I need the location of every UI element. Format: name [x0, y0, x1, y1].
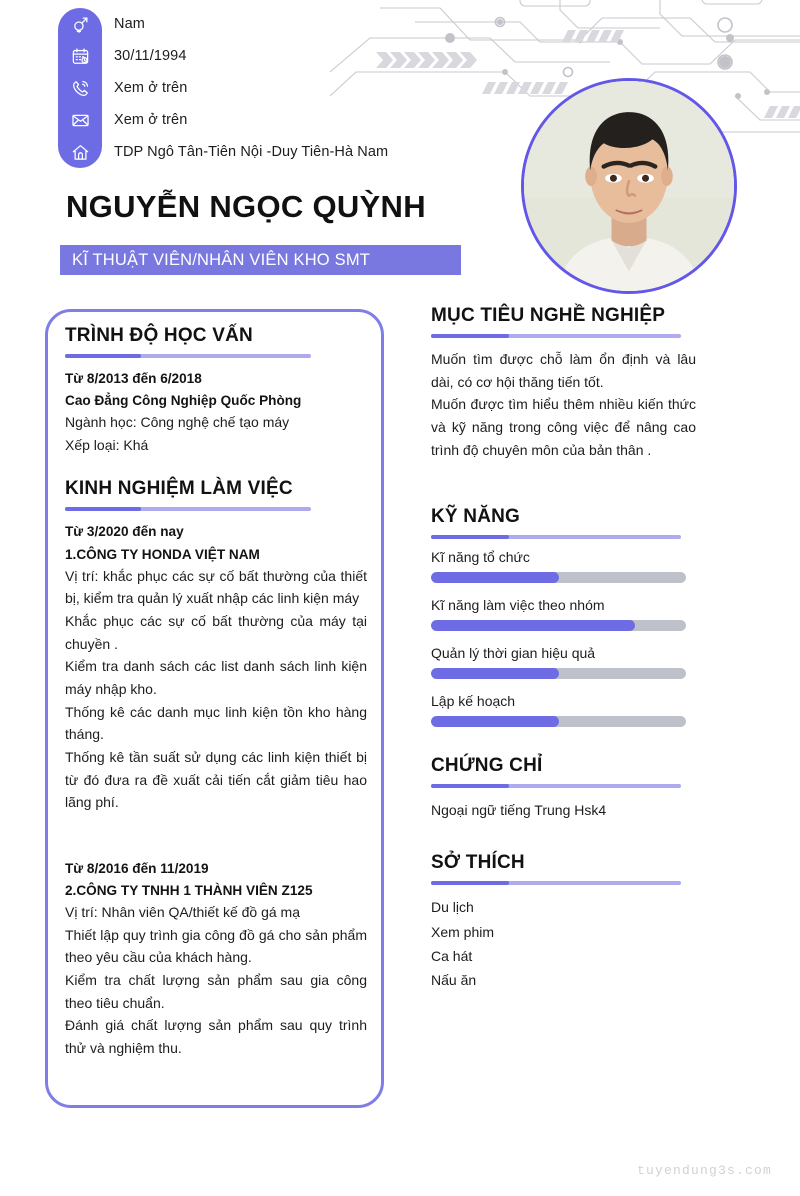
skill-progress-fill [431, 572, 559, 583]
job-position: Vị trí: khắc phục các sự cố bất thường của thiết bị, kiểm tra quản lý xuất nhập các linh kiện máy [65, 567, 367, 607]
hobby-item: Du lịch [431, 899, 474, 916]
site-watermark: tuyendung3s.com [636, 1163, 772, 1178]
skill-progress-track [431, 620, 686, 631]
page-title: NGUYỄN NGỌC QUỲNH [66, 189, 426, 224]
section-title-certificates: CHỨNG CHỈ [431, 755, 543, 777]
section-title-objective: MỤC TIÊU NGHỀ NGHIỆP [431, 305, 666, 326]
skill-progress-track [431, 716, 686, 727]
certificate-item: Ngoại ngữ tiếng Trung Hsk4 [431, 802, 607, 819]
right-column-content [431, 305, 696, 992]
education-period: Từ 8/2013 đến 6/2018 [65, 371, 202, 386]
skill-item [431, 645, 696, 679]
contact-row-gender [58, 8, 658, 40]
avatar [521, 78, 737, 294]
spacer [431, 741, 696, 755]
spacer [431, 539, 696, 549]
section-title-education: TRÌNH ĐỘ HỌC VẤN [65, 325, 253, 346]
home-icon [58, 136, 102, 168]
left-column-content [65, 325, 367, 1060]
skill-progress-track [431, 668, 686, 679]
job-duty: Kiểm tra chất lượng sản phẩm sau gia công theo tiêu chuẩn. [65, 972, 367, 1011]
skill-progress-track [431, 572, 686, 583]
section-rule-objective [431, 334, 681, 338]
spacer [431, 338, 696, 348]
skill-label: Kĩ năng làm việc theo nhóm [431, 597, 605, 614]
spacer [65, 814, 367, 848]
section-education [65, 325, 367, 456]
job-duty: Thống kê các danh mục linh kiện tồn kho hàng tháng. [65, 703, 367, 743]
hobby-item: Nấu ăn [431, 971, 477, 988]
skill-label: Lập kế hoạch [431, 693, 516, 710]
job-duty: Thiết lập quy trình gia công đồ gá cho sản phẩm theo yêu cầu của khách hàng. [65, 926, 367, 966]
spacer [431, 788, 696, 798]
phone-icon [58, 72, 102, 104]
skill-item [431, 693, 696, 727]
job-duty: Khắc phục các sự cố bất thường của máy tại chuyền . [65, 612, 367, 652]
job-company: 1.CÔNG TY HONDA VIỆT NAM [65, 546, 260, 562]
spacer [65, 456, 367, 478]
calendar-icon [58, 40, 102, 72]
section-rule-experience [65, 507, 311, 511]
section-rule-skills [431, 535, 681, 539]
section-title-skills: KỸ NĂNG [431, 506, 521, 528]
job-period: Từ 3/2020 đến nay [65, 524, 184, 540]
section-rule-hobbies [431, 881, 681, 885]
job-title-badge: KĨ THUẬT VIÊN/NHÂN VIÊN KHO SMT [60, 245, 461, 275]
education-grade: Xếp loại: Khá [65, 436, 149, 453]
contact-value-birthdate: 30/11/1994 [114, 48, 187, 64]
experience-job [65, 858, 367, 1060]
section-certificates [431, 755, 696, 822]
section-title-hobbies: SỞ THÍCH [431, 852, 525, 874]
contact-value-email: Xem ở trên [114, 112, 188, 128]
section-skills [431, 506, 696, 727]
skill-progress-fill [431, 668, 559, 679]
skill-progress-fill [431, 716, 559, 727]
job-period: Từ 8/2016 đến 11/2019 [65, 860, 209, 876]
spacer [431, 885, 696, 895]
section-title-experience: KINH NGHIỆM LÀM VIỆC [65, 478, 293, 500]
skill-progress-fill [431, 620, 635, 631]
job-duty: Thống kê tần suất sử dụng các linh kiện thiết bị từ đó đưa ra đề xuất cải tiến cắt giảm tiêu hao lãng phí. [65, 748, 367, 811]
gender-icon [58, 8, 102, 40]
spacer [431, 822, 696, 852]
section-objective [431, 305, 696, 461]
job-duty: Đánh giá chất lượng sản phẩm sau quy trình thử và nghiệm thu. [65, 1017, 367, 1057]
contact-value-address: TDP Ngô Tân-Tiên Nội -Duy Tiên-Hà Nam [114, 144, 389, 160]
education-major: Ngành học: Công nghệ chế tạo máy [65, 414, 290, 431]
job-company: 2.CÔNG TY TNHH 1 THÀNH VIÊN Z125 [65, 883, 313, 899]
objective-paragraph: Muốn tìm được chỗ làm ổn định và lâu dài, có cơ hội thăng tiến tốt. [431, 351, 696, 390]
skill-label: Quản lý thời gian hiệu quả [431, 645, 596, 662]
contact-row-birthdate [58, 40, 658, 72]
contact-value-phone: Xem ở trên [114, 80, 188, 96]
hobby-item: Xem phim [431, 923, 495, 940]
section-hobbies [431, 852, 696, 991]
job-duty: Kiểm tra danh sách các list danh sách linh kiện máy nhập kho. [65, 658, 367, 697]
skill-label: Kĩ năng tổ chức [431, 549, 530, 566]
job-position: Vị trí: Nhân viên QA/thiết kế đồ gá mạ [65, 904, 301, 921]
spacer [431, 461, 696, 506]
email-icon [58, 104, 102, 136]
experience-job [65, 521, 367, 814]
hobby-item: Ca hát [431, 947, 473, 964]
section-experience [65, 478, 367, 1059]
contact-value-gender: Nam [114, 16, 145, 32]
skill-item [431, 597, 696, 631]
section-rule-education [65, 354, 311, 358]
objective-paragraph: Muốn được tìm hiểu thêm nhiều kiến thức và kỹ năng trong công việc để nâng cao trình độ chuyên môn của bản thân . [431, 396, 696, 458]
portrait-photo [524, 81, 734, 291]
section-rule-certificates [431, 784, 681, 788]
skill-item [431, 549, 696, 583]
education-school: Cao Đẳng Công Nghiệp Quốc Phòng [65, 393, 302, 409]
